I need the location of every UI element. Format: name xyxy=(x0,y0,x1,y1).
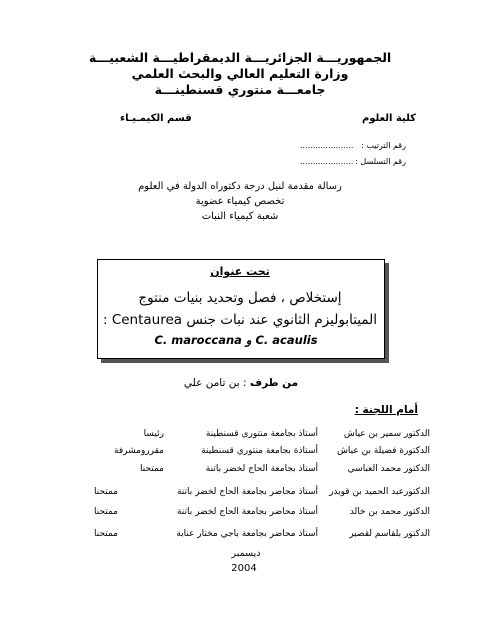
member-role: ممتحنا xyxy=(93,529,118,539)
member-name: الدكتورة فضيلة بن عياش xyxy=(336,446,430,456)
thesis-specialty: تخصص كيمياء عضوية xyxy=(195,196,285,207)
member-position: أستاذة بجامعة منتوري قسنطينة xyxy=(201,446,318,456)
defense-year: 2004 xyxy=(231,563,257,574)
member-name: الدكتور محمد العباسي xyxy=(347,464,430,474)
member-role: مقررومشرفة xyxy=(114,446,164,456)
author-name: : بن تامن علي xyxy=(183,377,247,389)
member-position: أستاذ محاضر بجامعة باجي مختار عنابة xyxy=(176,529,318,539)
member-position: أستاذ بجامعة منتوري قسنطينة xyxy=(205,429,318,439)
author-line xyxy=(0,377,480,389)
title-line-2: الميتابوليزم الثانوي عند نبات جنس Centaurea : xyxy=(102,312,378,328)
title-line-1: إستخلاص ، فصل وتحديد بنيات منتوج xyxy=(138,290,342,306)
member-name: الدكتورعبد الحميد بن قويدر xyxy=(329,487,430,497)
author-label: من طرف xyxy=(249,377,299,389)
header-ministry: وزارة التعليم العالي والبحث العلمي xyxy=(131,66,349,81)
header-university: جامعـــة منتوري قسنطينـــة xyxy=(154,82,326,97)
serial-number-value: ..................... xyxy=(300,157,354,166)
faculty-label: كلية العلوم xyxy=(361,113,416,124)
department-label: قسم الكيمـيـاء xyxy=(120,113,192,124)
order-number-value: ..................... xyxy=(300,141,354,150)
committee-heading: أمام اللجنة : xyxy=(354,404,418,416)
committee-row xyxy=(40,487,430,501)
member-position: أستاذ بجامعة الحاج لخضر باتنة xyxy=(205,464,318,474)
header-republic: الجمهوريـــة الجزائريـــة الديمقراطيـــة الشعبيـــة xyxy=(88,50,392,65)
title-species: C. maroccana و C. acaulis xyxy=(154,333,318,347)
committee-row xyxy=(40,464,430,478)
title-heading: تحت عنوان xyxy=(210,265,270,278)
committee-row xyxy=(40,446,430,460)
committee-row xyxy=(40,429,430,443)
member-name: الدكتور محمد بن خالد xyxy=(349,507,430,517)
member-position: أستاذ محاضر بجامعة الحاج لخضر باتنة xyxy=(176,507,318,517)
defense-month: ديسمبر xyxy=(231,548,261,559)
committee-row xyxy=(40,507,430,521)
serial-number-label: رقم التسلسل : xyxy=(355,157,406,166)
member-role: رئيسا xyxy=(143,429,164,439)
order-number-label: رقم الترتيب : xyxy=(361,141,406,150)
member-position: أستاذ محاضر بجامعة الحاج لخضر باتنة xyxy=(176,487,318,497)
committee-row xyxy=(40,529,430,543)
member-role: ممتحنا xyxy=(93,507,118,517)
member-name: الدكتور سمير بن عياش xyxy=(343,429,430,439)
member-role: ممتحنا xyxy=(93,487,118,497)
member-name: الدكتور بلقاسم لقصير xyxy=(349,529,430,539)
thesis-branch: شعبة كيمياء النبات xyxy=(201,211,279,222)
member-role: ممتحنا xyxy=(139,464,164,474)
thesis-degree: رسالة مقدمة لنيل درجة دكتوراه الدولة في العلوم xyxy=(138,181,342,192)
